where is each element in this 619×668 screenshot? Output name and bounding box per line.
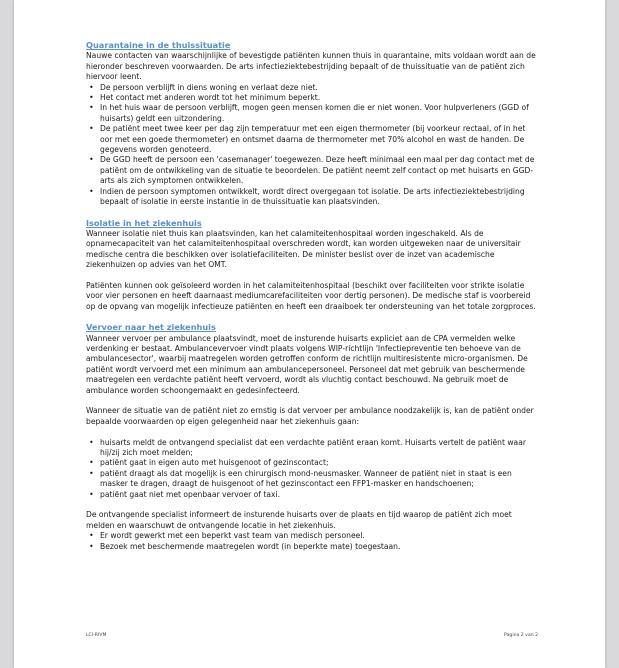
footer-source: LCI-RIVM — [86, 633, 107, 638]
list-item: • De GGD heeft de persoon een 'casemanager' toegewezen. Deze heeft minimaal een maal per dag contact met de patiënt om de ontwikkeling van de situatie te beoordelen. De patiënt neemt zelf contact op met huisarts en GGD-arts als zich symptomen ontwikkelen. — [86, 155, 538, 186]
list-item: • patiënt draagt als dat mogelijk is een chirurgisch mond-neusmasker. Wanneer de patiënt niet in staat is een masker te dragen, draagt de huisgenoot of het gezinscontact een FFP1-masker en handschoenen; — [86, 469, 538, 490]
list-item: • Bezoek met beschermende maatregelen wordt (in beperkte mate) toegestaan. — [86, 542, 538, 552]
heading-transport: Vervoer naar het ziekenhuis — [86, 322, 216, 333]
list-item: • De persoon verblijft in diens woning en verlaat deze niet. — [86, 83, 538, 93]
document-page — [14, 0, 605, 668]
list-item: • Indien de persoon symptomen ontwikkelt, wordt direct overgegaan tot isolatie. De arts infectieziektebestrijding bepaalt of isolatie in eerste instantie in de thuissituatie kan plaatsvinden. — [86, 187, 538, 208]
list-item: • De patiënt meet twee keer per dag zijn temperatuur met een eigen thermometer (bij voorkeur rectaal, of in het oor met een goede thermometer) en ontsmet daarna de thermometer met 70% alcohol en wast de handen. De gegevens worden genoteerd. — [86, 124, 538, 155]
list-transport-conditions — [86, 438, 538, 500]
paragraph-quarantine-intro: Nauwe contacten van waarschijnlijke of bevestigde patiënten kunnen thuis in quarantaine, mits voldaan wordt aan de hieronder beschreven voorwaarden. De arts infectieziektebestrijding bepaalt of de thuissituatie van de patiënt zich hiervoor leent. — [86, 51, 536, 82]
paragraph-transport-1: Wanneer vervoer per ambulance plaatsvindt, moet de insturende huisarts expliciet aan de CPA vermelden welke verdenking er bestaat. Ambulancevervoer vindt plaats volgens WIP-richtlijn 'Infectiepreventie ten behoeve van de ambulancesector', waarbij maatregelen worden getroffen conform de richtlijn multiresistente micro-organismen. De patiënt wordt vervoerd met een minimum aan ambulancepersoneel. Personeel dat met gebruik van beschermende maatregelen een verdachte patiënt heeft vervoerd, wordt als vluchtig contact beschouwd. Na gebruik moet de ambulance worden schoongemaakt en gedesinfecteerd. — [86, 333, 528, 395]
paragraph-transport-2: Wanneer de situatie van de patiënt niet zo ernstig is dat vervoer per ambulance noodzakelijk is, kan de patiënt onder bepaalde voorwaarden op eigen gelegenheid naar het ziekenhuis gaan: — [86, 406, 534, 426]
paragraph-isolation-1: Wanneer isolatie niet thuis kan plaatsvinden, kan het calamiteitenhospitaal worden ingeschakeld. Als de opnamecapaciteit van het calamiteitenhospitaal overschreden wordt, kan worden uitgeweken naar de universitair medische centra die beschikken over isolatiefaciliteiten. De minister beslist over de inzet van academische ziekenhuizen op advies van het OMT. — [86, 228, 521, 270]
heading-isolation: Isolatie in het ziekenhuis — [86, 217, 202, 228]
heading-quarantine: Quarantaine in de thuissituatie — [86, 40, 231, 50]
list-item: • Er wordt gewerkt met een beperkt vast team van medisch personeel. — [86, 531, 538, 541]
paragraph-isolation-2: Patiënten kunnen ook geïsoleerd worden in het calamiteitenhospitaal (beschikt over faciliteiten voor strikte isolatie voor vier personen en heeft daarnaast mediumcarefaciliteiten voor dertig personen). De medische staf is voorbereid op de opvang van mogelijk infectieuze patiënten en heeft een draaiboek ter ondersteuning van het totale zorgproces. — [86, 280, 536, 311]
list-item: • huisarts meldt de ontvangend specialist dat een verdachte patiënt eraan komt. Huisarts vertelt de patiënt waar hij/zij zich moet melden; — [86, 438, 538, 459]
footer-page-number: Pagina 2 van 2 — [504, 633, 538, 638]
page-footer — [86, 633, 538, 639]
list-item: • patiënt gaat in eigen auto met huisgenoot of gezinscontact; — [86, 458, 538, 468]
list-quarantine-conditions — [86, 83, 538, 208]
document-body — [86, 40, 538, 552]
paragraph-transport-3: De ontvangende specialist informeert de insturende huisarts over de plaats en tijd waarop de patiënt zich moet melden en waarschuwt de ontvangende locatie in het ziekenhuis. — [86, 510, 512, 530]
list-item: • patiënt gaat niet met openbaar vervoer of taxi. — [86, 490, 538, 500]
list-item: • In het huis waar de persoon verblijft, mogen geen mensen komen die er niet wonen. Voor hulpverleners (GGD of huisarts) geldt een uitzondering. — [86, 103, 538, 124]
list-item: • Het contact met anderen wordt tot het minimum beperkt. — [86, 93, 538, 103]
list-hospital-measures — [86, 531, 538, 552]
